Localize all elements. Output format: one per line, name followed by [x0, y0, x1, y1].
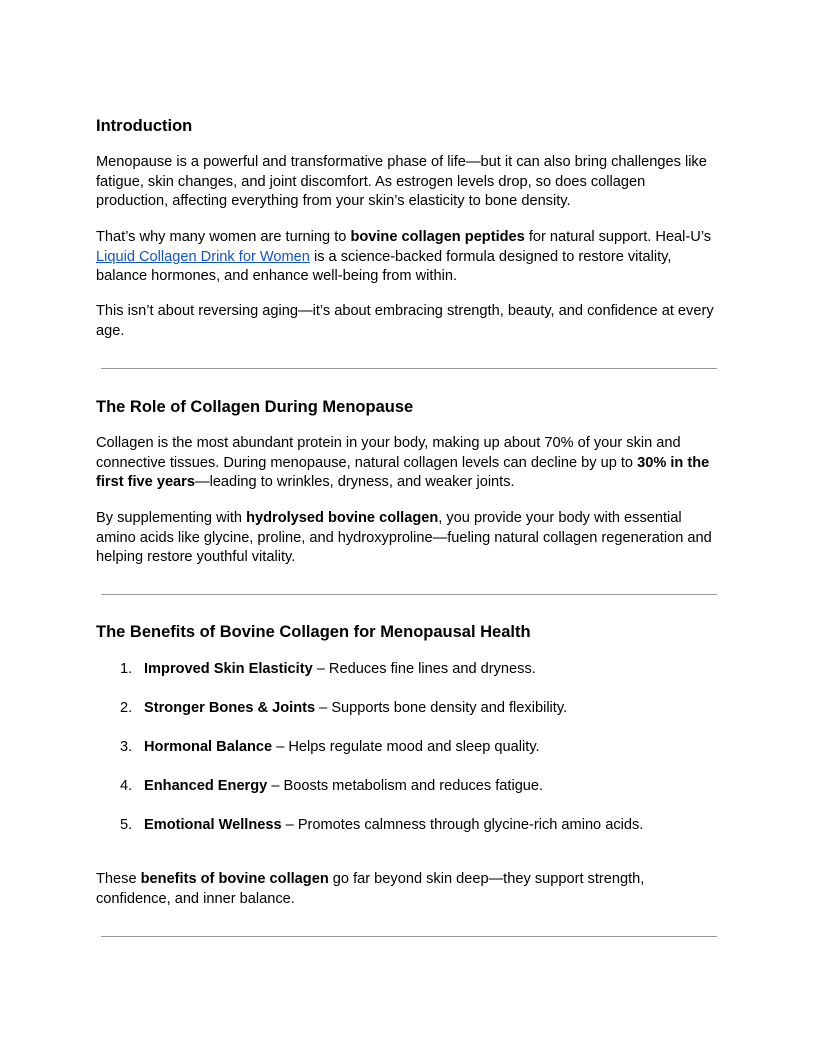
role-p2-bold: hydrolysed bovine collagen — [246, 510, 439, 526]
role-paragraph-2 — [96, 509, 720, 568]
role-p2-text-b: , you provide your body with essential amino acids like glycine, proline, and hydroxyproline—fueling natural collagen regeneration and helping restore youthful vitality. — [96, 510, 712, 566]
role-p1-text-a: Collagen is the most abundant protein in your body, making up about 70% of your skin and connective tissues. During menopause, natural collagen levels can decline by up to — [96, 435, 681, 471]
role-heading: The Role of Collagen During Menopause — [96, 398, 414, 416]
intro-paragraph-1: Menopause is a powerful and transformative phase of life—but it can also bring challenges like fatigue, skin changes, and joint discomfort. As estrogen levels drop, so does collagen production, affecting everything from your skin’s elasticity to bone density. — [96, 154, 707, 210]
list-item-title: Enhanced Energy — [144, 778, 268, 794]
list-item — [96, 660, 720, 699]
section-divider — [101, 368, 717, 369]
section-divider — [101, 594, 717, 595]
intro-p2-text-a: That’s why many women are turning to — [96, 229, 351, 245]
liquid-collagen-link[interactable]: Liquid Collagen Drink for Women — [96, 248, 310, 265]
list-item-text: – Boosts metabolism and reduces fatigue. — [267, 778, 544, 794]
list-item-number: 3. — [120, 739, 133, 755]
list-item-text: – Reduces fine lines and dryness. — [312, 661, 536, 677]
list-item-number: 5. — [120, 817, 133, 833]
intro-p2-text-b: for natural support. Heal-U’s — [524, 229, 712, 245]
list-item-number: 4. — [120, 778, 133, 794]
role-paragraph-1 — [96, 434, 720, 493]
section-divider — [101, 936, 717, 937]
list-item-text: – Promotes calmness through glycine-rich amino acids. — [281, 817, 644, 833]
list-item-number: 2. — [120, 700, 133, 716]
closing-bold: benefits of bovine collagen — [140, 871, 329, 887]
intro-heading: Introduction — [96, 117, 193, 135]
intro-paragraph-2 — [96, 228, 720, 287]
list-item-title: Emotional Wellness — [144, 817, 282, 833]
list-item-title: Improved Skin Elasticity — [144, 661, 313, 677]
role-p1-text-b: —leading to wrinkles, dryness, and weaker joints. — [194, 474, 515, 491]
closing-text-b: go far beyond skin deep—they support strength, confidence, and inner balance. — [96, 871, 645, 907]
closing-text-a: These — [96, 871, 141, 887]
list-item — [96, 699, 720, 738]
benefits-heading: The Benefits of Bovine Collagen for Menopausal Health — [96, 623, 531, 641]
role-p1-bold: 30% in the first five years — [96, 454, 710, 491]
benefits-closing-paragraph — [96, 870, 720, 909]
list-item — [96, 738, 720, 777]
list-item-text: – Supports bone density and flexibility. — [315, 700, 568, 716]
list-item-number: 1. — [120, 661, 133, 677]
intro-p2-text-c: is a science-backed formula designed to restore vitality, balance hormones, and enhance well-being from within. — [96, 248, 672, 285]
role-p2-text-a: By supplementing with — [96, 510, 247, 526]
intro-paragraph-3: This isn’t about reversing aging—it’s about embracing strength, beauty, and confidence at every age. — [96, 303, 714, 339]
list-item — [96, 777, 720, 816]
list-item-text: – Helps regulate mood and sleep quality. — [272, 739, 540, 755]
list-item — [96, 816, 720, 855]
list-item-title: Hormonal Balance — [144, 739, 273, 755]
list-item-title: Stronger Bones & Joints — [144, 700, 316, 716]
intro-p2-bold: bovine collagen peptides — [350, 229, 525, 245]
benefits-list — [96, 660, 720, 855]
